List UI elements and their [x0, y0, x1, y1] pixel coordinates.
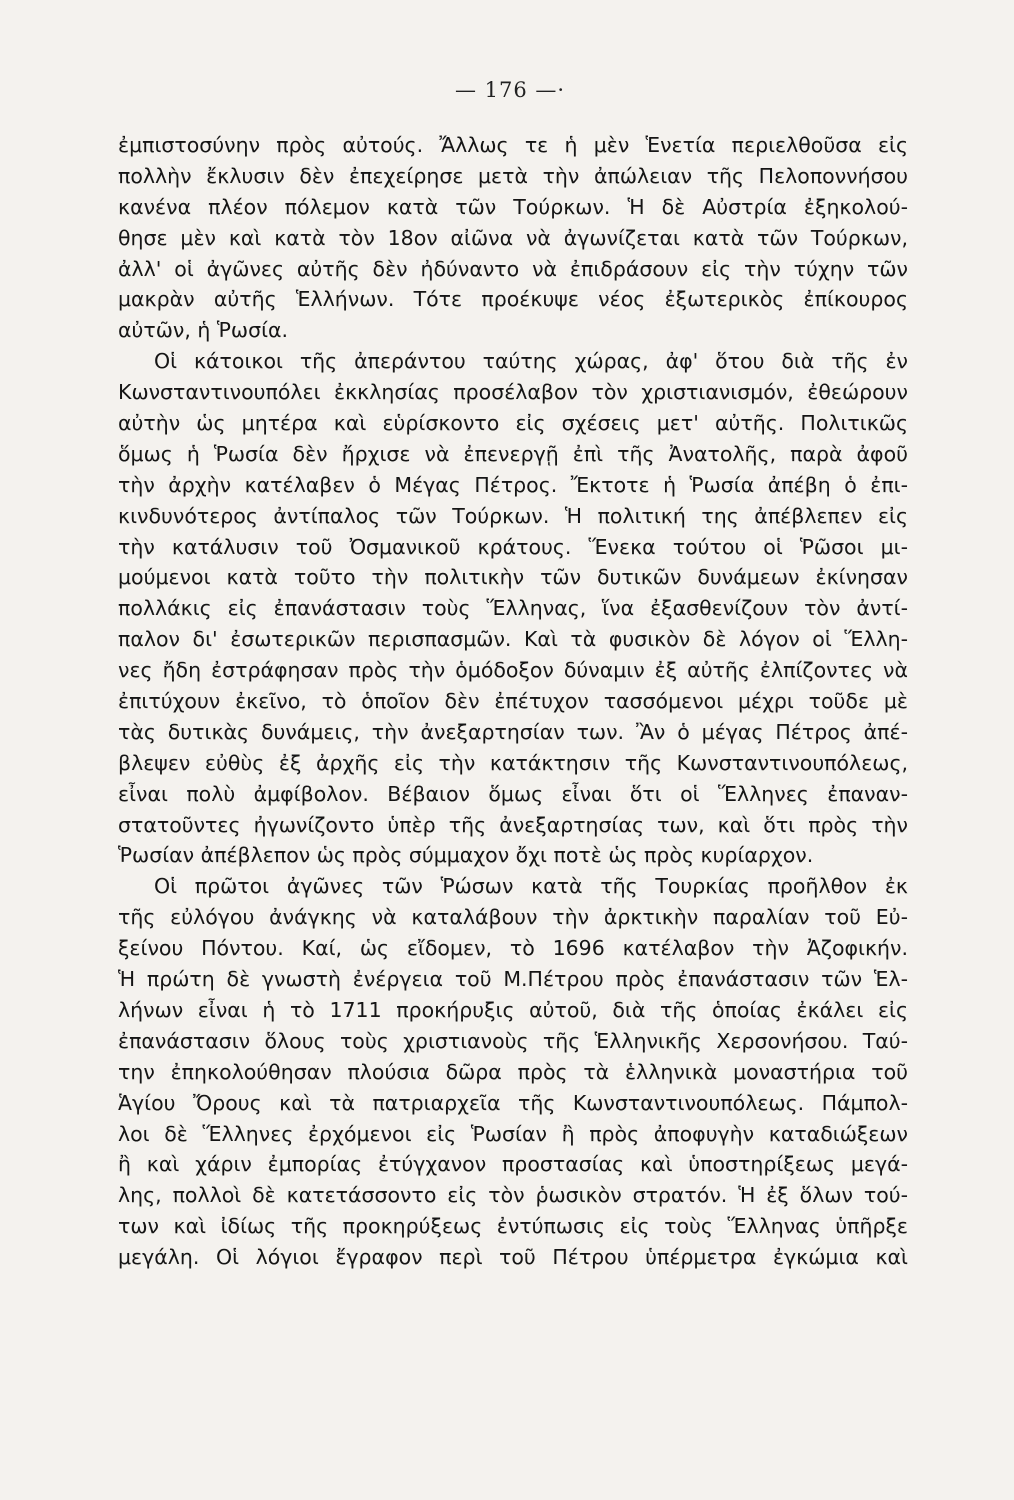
text-line: θησε μὲν καὶ κατὰ τὸν 18ον αἰῶνα νὰ ἀγωνίζεται κατὰ τῶν Τούρκων, — [118, 225, 908, 250]
text-line: ὅμως ἡ Ῥωσία δὲν ἤρχισε νὰ ἐπενεργῇ ἐπὶ τῆς Ἀνατολῆς, παρὰ ἀφοῦ — [118, 441, 908, 466]
text-line: ἐπιτύχουν ἐκεῖνο, τὸ ὁποῖον δὲν ἐπέτυχον τασσόμενοι μέχρι τοῦδε μὲ — [118, 689, 908, 714]
text-line: ἐπανάστασιν ὅλους τοὺς χριστιανοὺς τῆς Ἑλληνικῆς Χερσονήσου. Ταύ- — [118, 1028, 908, 1053]
text-line: κινδυνότερος ἀντίπαλος τῶν Τούρκων. Ἡ πολιτική της ἀπέβλεπεν εἰς — [118, 503, 908, 528]
text-line: λήνων εἶναι ἡ τὸ 1711 προκήρυξις αὐτοῦ, διὰ τῆς ὁποίας ἐκάλει εἰς — [118, 997, 908, 1022]
text-line: τὰς δυτικὰς δυνάμεις, τὴν ἀνεξαρτησίαν των. Ἂν ὁ μέγας Πέτρος ἀπέ- — [118, 719, 908, 744]
text-line: πολλάκις εἰς ἐπανάστασιν τοὺς Ἕλληνας, ἵνα ἐξασθενίζουν τὸν ἀντί- — [118, 596, 908, 621]
text-line: Κωνσταντινουπόλει ἐκκλησίας προσέλαβον τὸν χριστιανισμόν, ἐθεώρουν — [118, 380, 908, 405]
text-line: Ἡ πρώτη δὲ γνωστὴ ἐνέργεια τοῦ Μ.Πέτρου πρὸς ἐπανάστασιν τῶν Ἑλ- — [118, 967, 908, 992]
body-text — [118, 130, 908, 1273]
text-line: τὴν ἀρχὴν κατέλαβεν ὁ Μέγας Πέτρος. Ἔκτοτε ἡ Ῥωσία ἀπέβη ὁ ἐπι- — [118, 472, 908, 497]
text-line: κανένα πλέον πόλεμον κατὰ τῶν Τούρκων. Ἡ δὲ Αὐστρία ἐξηκολού- — [118, 194, 908, 219]
paragraph-start-line: Οἱ πρῶτοι ἀγῶνες τῶν Ῥώσων κατὰ τῆς Τουρκίας προῆλθον ἐκ — [154, 874, 908, 899]
text-line: ἀλλ' οἱ ἀγῶνες αὐτῆς δὲν ἠδύναντο νὰ ἐπιδράσουν εἰς τὴν τύχην τῶν — [118, 256, 908, 281]
text-line: λοι δὲ Ἕλληνες ἐρχόμενοι εἰς Ῥωσίαν ἢ πρὸς ἀποφυγὴν καταδιώξεων — [118, 1121, 908, 1146]
text-line: μούμενοι κατὰ τοῦτο τὴν πολιτικὴν τῶν δυτικῶν δυνάμεων ἐκίνησαν — [118, 565, 908, 590]
text-line: στατοῦντες ἠγωνίζοντο ὑπὲρ τῆς ἀνεξαρτησίας των, καὶ ὅτι πρὸς τὴν — [118, 812, 908, 837]
text-line: εἶναι πολὺ ἀμφίβολον. Βέβαιον ὅμως εἶναι ὅτι οἱ Ἕλληνες ἐπαναν- — [118, 781, 908, 806]
text-line: λης, πολλοὶ δὲ κατετάσσοντο εἰς τὸν ῥωσικὸν στρατόν. Ἡ ἐξ ὅλων τού- — [118, 1183, 908, 1208]
text-line: τῆς εὐλόγου ἀνάγκης νὰ καταλάβουν τὴν ἀρκτικὴν παραλίαν τοῦ Εὐ- — [118, 905, 908, 930]
text-line: την ἐπηκολούθησαν πλούσια δῶρα πρὸς τὰ ἑλληνικὰ μοναστήρια τοῦ — [118, 1059, 908, 1084]
text-line: των καὶ ἰδίως τῆς προκηρύξεως ἐντύπωσις εἰς τοὺς Ἕλληνας ὑπῆρξε — [118, 1214, 908, 1239]
text-line: ξείνου Πόντου. Καί, ὡς εἴδομεν, τὸ 1696 κατέλαβον τὴν Ἀζοφικήν. — [118, 936, 908, 961]
text-line: Ἁγίου Ὄρους καὶ τὰ πατριαρχεῖα τῆς Κωνσταντινουπόλεως. Πάμπολ- — [118, 1090, 908, 1115]
text-line: αὐτὴν ὡς μητέρα καὶ εὑρίσκοντο εἰς σχέσεις μετ' αὐτῆς. Πολιτικῶς — [118, 411, 908, 436]
text-line: μακρὰν αὐτῆς Ἑλλήνων. Τότε προέκυψε νέος ἐξωτερικὸς ἐπίκουρος — [118, 287, 908, 312]
text-line: ἐμπιστοσύνην πρὸς αὐτούς. Ἄλλως τε ἡ μὲν Ἑνετία περιελθοῦσα εἰς — [118, 133, 908, 157]
text-line: βλεψεν εὐθὺς ἐξ ἀρχῆς εἰς τὴν κατάκτησιν τῆς Κωνσταντινουπόλεως, — [118, 750, 908, 775]
paragraph-start-line: Οἱ κάτοικοι τῆς ἀπεράντου ταύτης χώρας, ἀφ' ὅτου διὰ τῆς ἐν — [154, 349, 908, 374]
text-line: τὴν κατάλυσιν τοῦ Ὀσμανικοῦ κράτους. Ἕνεκα τούτου οἱ Ῥῶσοι μι- — [118, 534, 908, 559]
text-line: πολλὴν ἔκλυσιν δὲν ἐπεχείρησε μετὰ τὴν ἀπώλειαν τῆς Πελοποννήσου — [118, 163, 908, 188]
text-line: μεγάλη. Οἱ λόγιοι ἔγραφον περὶ τοῦ Πέτρου ὑπέρμετρα ἐγκώμια καὶ — [118, 1245, 908, 1270]
text-line: αὐτῶν, ἡ Ῥωσία. — [118, 318, 289, 343]
text-line: παλον δι' ἐσωτερικῶν περισπασμῶν. Καὶ τὰ φυσικὸν δὲ λόγον οἱ Ἕλλη- — [118, 627, 908, 652]
text-line: ἢ καὶ χάριν ἐμπορίας ἐτύγχανον προστασίας καὶ ὑποστηρίξεως μεγά- — [118, 1152, 908, 1177]
text-line: Ῥωσίαν ἀπέβλεπον ὡς πρὸς σύμμαχον ὄχι ποτὲ ὡς πρὸς κυρίαρχον. — [118, 843, 814, 868]
text-line: νες ἤδη ἐστράφησαν πρὸς τὴν ὁμόδοξον δύναμιν ἐξ αὐτῆς ἐλπίζοντες νὰ — [118, 658, 908, 683]
page-number: — 176 —· — [454, 78, 566, 102]
